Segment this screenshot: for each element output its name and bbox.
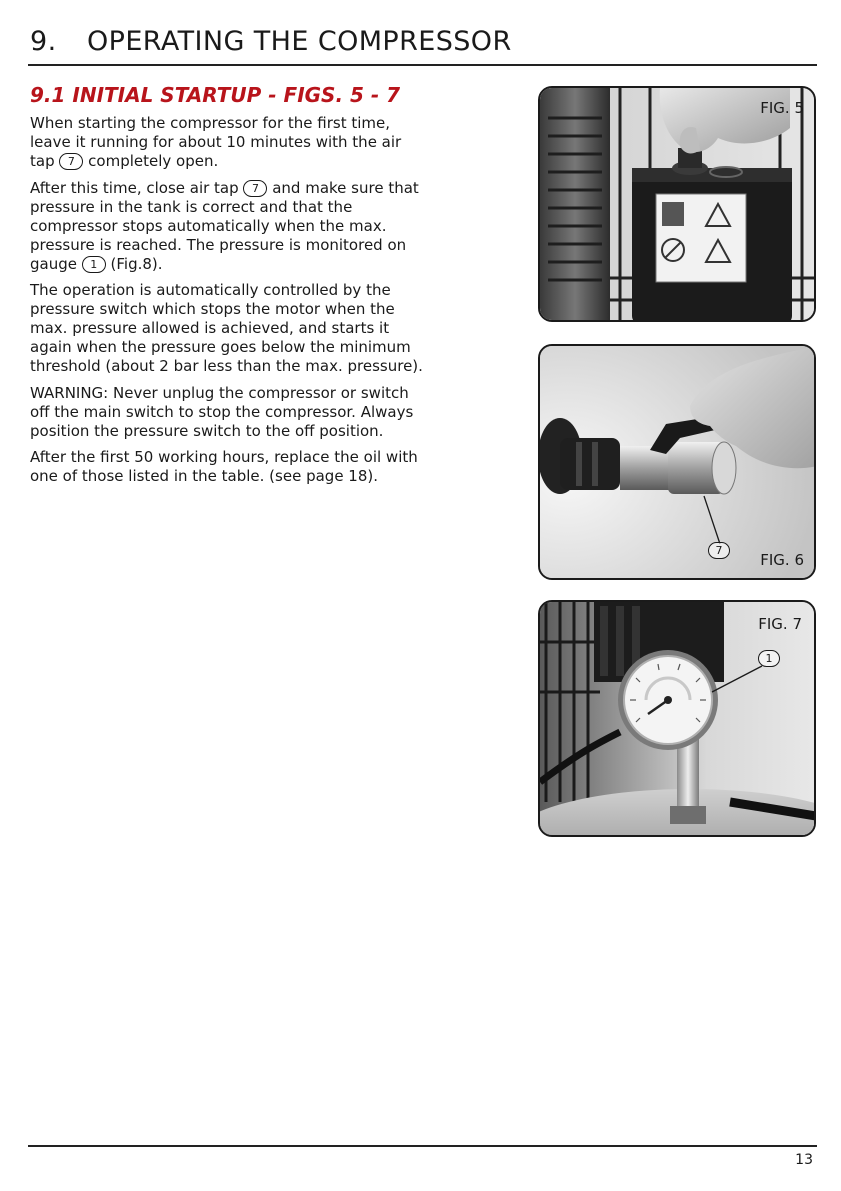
text-line [30,179,480,198]
page-number: 13 [795,1152,813,1168]
footer-rule [28,1145,817,1147]
text-line: When starting the compressor for the first time, [30,114,391,132]
text-fragment: completely open. [88,152,219,170]
paragraph-automatic-control [30,281,480,376]
text-line [30,152,480,171]
text-fragment: and make sure that [272,178,419,197]
paragraph-close-tap [30,179,480,274]
air-tap-callout: 7 [243,180,267,197]
text-line: threshold (about 2 bar less than the max. pressure). [30,357,423,375]
gauge-callout: 1 [82,256,106,273]
title-rule [28,64,817,66]
paragraph-oil-change [30,448,480,486]
figure-6-air-tap [538,344,816,580]
text-line: compressor stops automatically when the max. [30,216,387,235]
pressure-switch-photo [540,88,816,322]
pressure-gauge-photo [540,602,816,837]
text-line: position the pressure switch to the off position. [30,421,384,440]
section-title [30,26,512,57]
section-title-text: OPERATING THE COMPRESSOR [87,26,512,57]
air-tap-photo [540,346,816,580]
text-fragment: After this time, close air tap [30,178,239,197]
paragraph-first-startup [30,114,480,171]
text-line: The operation is automatically controlled by the [30,281,391,299]
text-line: WARNING: Never unplug the compressor or switch [30,383,409,402]
text-line: max. pressure allowed is achieved, and starts it [30,319,390,337]
figure-5-label: FIG. 5 [760,99,804,117]
text-line: pressure switch which stops the motor when the [30,300,395,318]
air-tap-callout: 7 [59,153,83,170]
figure-7-label: FIG. 7 [758,615,802,633]
body-text [30,114,480,494]
text-line: pressure is reached. The pressure is monitored on [30,235,407,254]
text-line: off the main switch to stop the compressor. Always [30,402,414,421]
figure-5-pressure-switch [538,86,816,322]
text-fragment: gauge [30,254,77,273]
text-line: leave it running for about 10 minutes with the air [30,133,402,151]
text-line: again when the pressure goes below the minimum [30,338,411,356]
paragraph-warning [30,384,480,441]
text-fragment: (Fig.8). [110,254,163,273]
text-line [30,255,480,274]
figure-7-pressure-gauge [538,600,816,837]
subsection-title: 9.1 INITIAL STARTUP - FIGS. 5 - 7 [30,83,401,107]
air-tap-callout-marker: 7 [708,542,730,559]
text-fragment: tap [30,152,55,170]
gauge-callout-marker: 1 [758,650,780,667]
text-line: one of those listed in the table. (see page 18). [30,467,379,485]
text-line: pressure in the tank is correct and that the [30,197,353,216]
section-number: 9. [30,26,57,57]
figure-6-label: FIG. 6 [760,551,804,569]
text-line: After the first 50 working hours, replace the oil with [30,448,418,466]
